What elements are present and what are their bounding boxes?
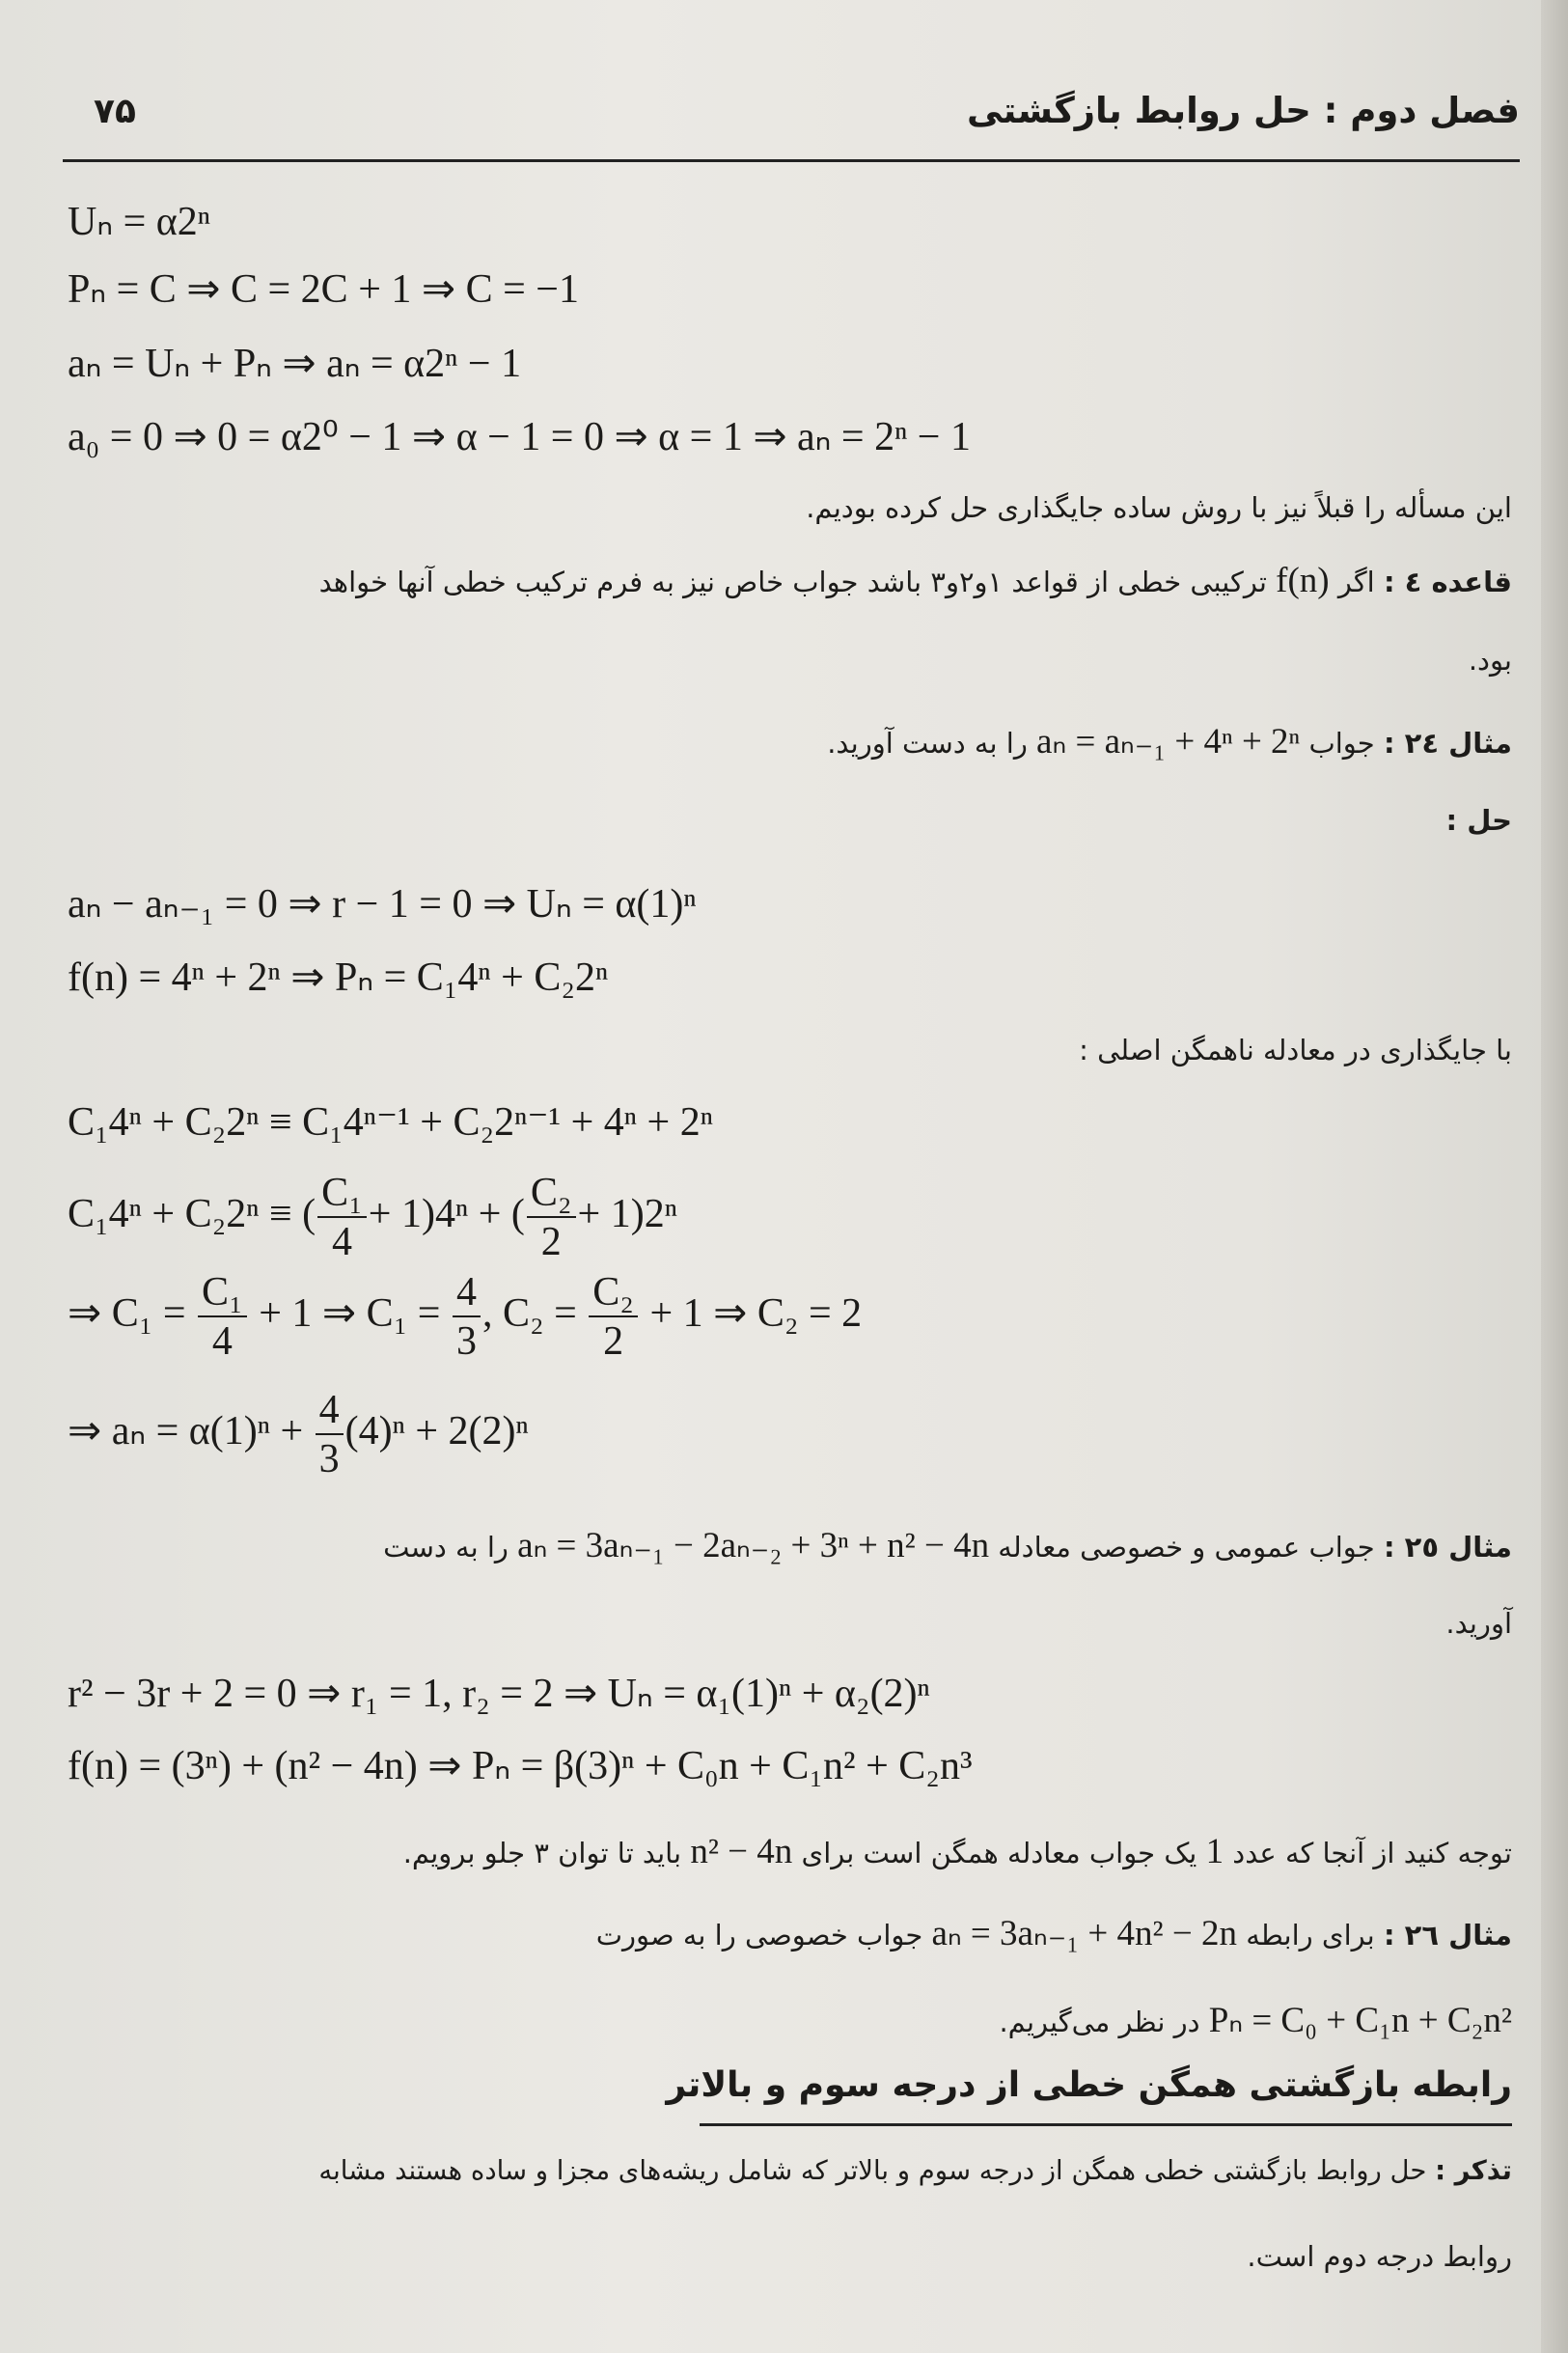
fraction-denominator: 2 [603,1319,624,1364]
example-25-text-b: را به دست [383,1531,509,1564]
note-text-b: یک جواب معادله همگن است برای [801,1837,1197,1869]
remark-label: تذکر : [1435,2155,1512,2186]
fraction-denominator: 3 [455,1319,477,1364]
fraction-numerator: C₁ [317,1173,367,1218]
fraction-denominator: 4 [331,1220,352,1264]
page-header [63,82,1520,159]
fraction-c1-over-4 [198,1272,247,1362]
example-26-text-c: در نظر می‌گیریم. [999,2006,1200,2038]
equation-5: aₙ − aₙ₋₁ = 0 ⇒ r − 1 = 0 ⇒ Uₙ = α(1)ⁿ [68,882,697,927]
equation-9-b: + 1 ⇒ C₁ = [259,1291,441,1337]
fraction-denominator: 4 [211,1319,233,1364]
page-number: ۷۵ [94,92,136,131]
equation-6: f(n) = 4ⁿ + 2ⁿ ⇒ Pₙ = C₁4ⁿ + C₂2ⁿ [68,955,609,1000]
equation-7: C₁4ⁿ + C₂2ⁿ ≡ C₁4ⁿ⁻¹ + C₂2ⁿ⁻¹ + 4ⁿ + 2ⁿ [68,1100,713,1145]
example-25-equation: aₙ = 3aₙ₋₁ − 2aₙ₋₂ + 3ⁿ + n² − 4n [517,1526,990,1565]
equation-12: f(n) = (3ⁿ) + (n² − 4n) ⇒ Pₙ = β(3)ⁿ + C₀n + C₁n² + C₂n³ [68,1744,973,1788]
rule-4-line-2: بود. [1468,644,1512,677]
fraction-numerator: C₁ [198,1272,247,1317]
remark-text-a: حل روابط بازگشتی خطی همگن از درجه سوم و بالاتر که شامل ریشه‌های مجزا و ساده هستند مشابه [318,2155,1427,2186]
rule-4-label: قاعده ٤ : [1383,566,1512,598]
example-26-label: مثال ٢٦ : [1383,1919,1512,1952]
example-26-line-1 [596,1911,1512,1957]
example-25-line-1 [383,1523,1512,1569]
solution-text: حل : [1445,804,1512,837]
equation-9-d: + 1 ⇒ C₂ = 2 [649,1291,863,1337]
substitution-text: با جایگذاری در معادله ناهمگن اصلی : [1079,1034,1512,1066]
note-text-c: باید تا توان ۳ جلو برویم. [402,1837,682,1869]
note-number-one: 1 [1205,1832,1224,1871]
rule-4-line-1 [319,558,1512,604]
equation-8-end: + 1)2ⁿ [577,1192,677,1237]
equation-10-a: ⇒ aₙ = α(1)ⁿ + [68,1409,304,1454]
fraction-denominator: 2 [540,1220,562,1264]
example-26-text-b: جواب خصوصی را به صورت [595,1919,923,1952]
example-24-equation: aₙ = aₙ₋₁ + 4ⁿ + 2ⁿ [1036,722,1301,761]
section-title: رابطه بازگشتی همگن خطی از درجه سوم و بالاتر [666,2065,1512,2105]
fraction-numerator: 4 [316,1390,344,1435]
note-paragraph [403,1829,1512,1875]
equation-8-lhs: C₁4ⁿ + C₂2ⁿ ≡ ( [68,1192,316,1237]
equation-9 [68,1272,862,1362]
equation-4: a₀ = 0 ⇒ 0 = α2⁰ − 1 ⇒ α − 1 = 0 ⇒ α = 1 ⇒ aₙ = 2ⁿ − 1 [68,415,971,459]
equation-8 [68,1173,677,1262]
fraction-numerator: C₂ [527,1173,576,1218]
equation-2: Pₙ = C ⇒ C = 2C + 1 ⇒ C = −1 [68,267,579,312]
rule-4-text-b: ترکیبی خطی از قواعد ۱و۲و۳ باشد جواب خاص نیز به فرم ترکیب خطی آنها خواهد [318,566,1267,598]
fraction-numerator: C₂ [589,1272,638,1317]
remark-line-1 [318,2154,1512,2189]
fraction-numerator: 4 [453,1272,481,1317]
equation-8-mid: + 1)4ⁿ + ( [368,1192,525,1237]
example-26-line-2 [999,1998,1512,2044]
example-24 [827,719,1512,765]
example-26-equation: aₙ = 3aₙ₋₁ + 4n² − 2n [931,1914,1237,1953]
equation-11: r² − 3r + 2 = 0 ⇒ r₁ = 1, r₂ = 2 ⇒ Uₙ = α₁(1)ⁿ + α₂(2)ⁿ [68,1672,930,1716]
example-26-text-a: برای رابطه [1246,1919,1375,1952]
example-24-label: مثال ٢٤ : [1383,727,1512,760]
note-equation: n² − 4n [690,1832,793,1871]
example-25-line-2: آورید. [1445,1607,1512,1640]
equation-1: Uₙ = α2ⁿ [68,200,210,244]
equation-10 [68,1390,529,1480]
fraction-denominator: 3 [318,1437,340,1481]
example-25-text-a: جواب عمومی و خصوصی معادله [998,1531,1375,1564]
chapter-title: فصل دوم : حل روابط بازگشتی [967,90,1520,131]
equation-3: aₙ = Uₙ + Pₙ ⇒ aₙ = α2ⁿ − 1 [68,342,522,386]
paragraph-previous-method: این مسأله را قبلاً نیز با روش ساده جایگذاری حل کرده بودیم. [806,491,1512,524]
fraction-c1-over-4 [317,1173,367,1262]
remark-line-2: روابط درجه دوم است. [1247,2240,1512,2273]
header-rule [63,159,1520,162]
equation-10-b: (4)ⁿ + 2(2)ⁿ [344,1409,529,1454]
equation-9-a: ⇒ C₁ = [68,1291,186,1337]
fraction-c2-over-2 [527,1173,576,1262]
page-edge-shadow [1541,0,1568,2353]
section-title-underline [700,2123,1512,2126]
solution-label [1446,803,1512,840]
fraction-4-over-3 [453,1272,481,1362]
example-26-equation-2: Pₙ = C₀ + C₁n + C₂n² [1208,2001,1512,2040]
note-text-a: توجه کنید از آنجا که عدد [1232,1837,1512,1869]
example-24-text-b: را به دست آورید. [827,727,1028,760]
fraction-c2-over-2 [589,1272,638,1362]
equation-9-c: , C₂ = [481,1291,577,1337]
rule-4-fn: f(n) [1276,561,1330,600]
rule-4-text-a: اگر [1337,566,1375,598]
example-25-label: مثال ٢٥ : [1383,1531,1512,1564]
example-24-text-a: جواب [1308,727,1375,760]
fraction-4-over-3 [316,1390,344,1480]
